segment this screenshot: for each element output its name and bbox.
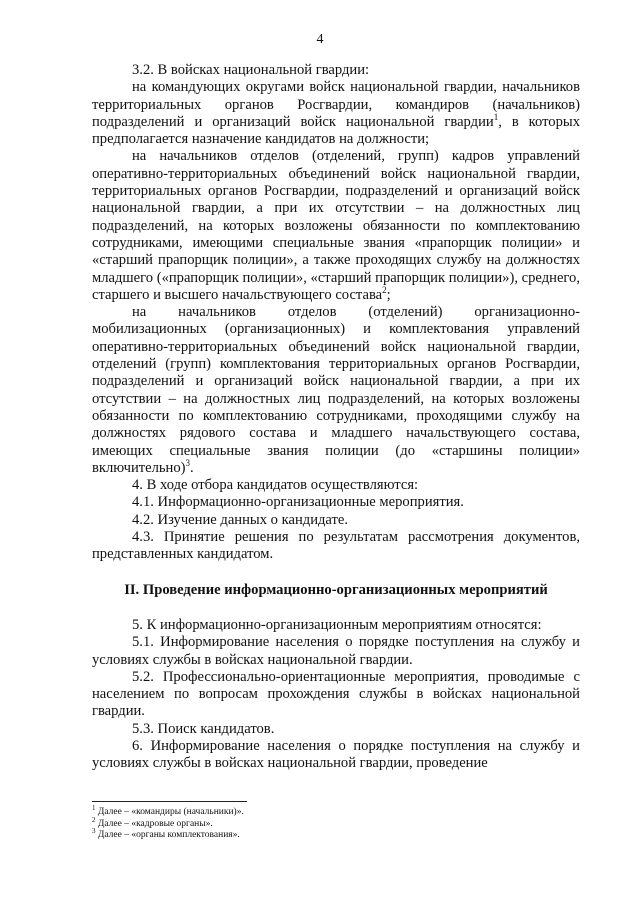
footnote-mark: 1 (92, 803, 96, 812)
footnote (92, 803, 580, 819)
footnote-ref: 2 (382, 285, 387, 295)
footnote-mark: 3 (92, 826, 96, 835)
section-6-start: 6. Информирование населения о порядке поступления на службу и условиях службы в войсках национальной гвардии, проведение (92, 737, 580, 772)
section-4-item: 4.2. Изучение данных о кандидате. (132, 511, 349, 528)
section-5-item: 5.1. Информирование населения о порядке поступления на службу и условиях службы в войсках национальной гвардии. (92, 634, 580, 668)
paragraph-personnel-heads (92, 148, 580, 304)
footnote-divider (92, 801, 247, 802)
paragraph-tail: ; (386, 286, 391, 303)
page-number: 4 (316, 32, 324, 47)
paragraph-text: на начальников отделов (отделений, групп) кадров управлений оперативно-территориальных объединений войск национальной гвардии, территориальных органов Росгвардии, подразделений и организаций войск национальной гвардии, а при их отсутствии – на должностных лиц подразделений, на которых возложены обязанности по комплектованию сотрудниками, имеющими специальные звания «прапорщик полиции» и «старший прапорщик полиции», а также проходящих службу на должностях младшего («прапорщик полиции», «старший прапорщик полиции»), среднего, старшего и высшего начальствующего состава (92, 148, 580, 303)
section-4-intro: 4. В ходе отбора кандидатов осуществляются: (132, 477, 419, 494)
section-5-intro: 5. К информационно-организационным мероприятиям относятся: (132, 616, 542, 633)
footnote-mark: 2 (92, 815, 96, 824)
paragraph-commanders (92, 79, 580, 148)
footnote-text: Далее – «органы комплектования». (97, 830, 240, 840)
section-4-item: 4.3. Принятие решения по результатам рассмотрения документов, представленных кандидатом. (92, 529, 580, 563)
section-heading: II. Проведение информационно-организационных мероприятий (124, 581, 548, 598)
paragraph-recruitment-heads (92, 304, 580, 477)
footnote-ref: 3 (185, 457, 191, 468)
footnote-text: Далее – «кадровые органы». (97, 818, 213, 829)
section-3-2-title: 3.2. В войсках национальной гвардии: (132, 62, 370, 78)
section-5-item: 5.2. Профессионально-ориентационные мероприятия, проводимые с населением по вопросам прохождения службы в войсках национальной гвардии. (92, 668, 580, 720)
footnote (92, 815, 580, 831)
paragraph-tail: , в которых предполагается назначение кандидатов на должности; (92, 113, 580, 148)
document-body (92, 62, 580, 773)
paragraph-text: на командующих округами войск национальной гвардии, начальников территориальных органов Росгвардии, командиров (начальников) подразделений и организаций войск национальной гвардии (92, 79, 580, 130)
paragraph-text: на начальников отделов (отделений) организационно-мобилизационных (организационных) и комплектования управлений оперативно-территориальных объединений войск национальной гвардии, отделений (групп) комплектования территориальных органов Росгвардии, подразделений и организаций войск национальной гвардии, а при их отсутствии – на должностных лиц подразделений, на которых возложены обязанности по комплектованию сотрудниками, проходящими службу на должностях рядового состава и младшего начальствующего состава, имеющих специальные звания полиции (до «старшины полиции» включительно) (92, 304, 580, 476)
footnote (92, 826, 580, 842)
footnotes (92, 803, 580, 842)
paragraph-tail: . (190, 459, 194, 476)
section-5-item: 5.3. Поиск кандидатов. (132, 720, 275, 737)
section-4-item: 4.1. Информационно-организационные мероприятия. (132, 494, 464, 511)
footnote-ref: 1 (493, 112, 499, 123)
footnote-text: Далее – «командиры (начальники)». (97, 807, 244, 817)
